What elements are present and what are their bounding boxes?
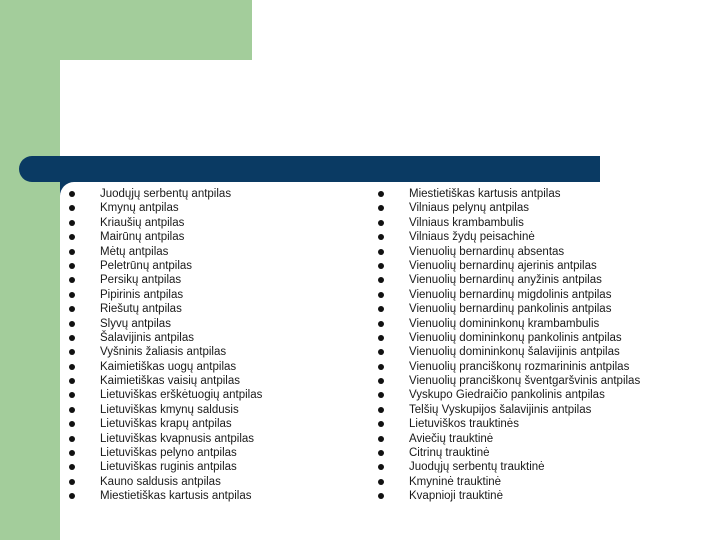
list-item-text: Kaimietiškas vaisių antpilas: [100, 375, 240, 388]
bullet-icon: [69, 392, 75, 398]
bullet-icon: [378, 306, 384, 312]
list-item-text: Vienuolių bernardinų absentas: [409, 245, 565, 258]
list-item-text: Kmynų antpilas: [100, 202, 179, 215]
list-item-text: Peletrūnų antpilas: [100, 259, 193, 272]
list-item-text: Lietuviškas kvapnusis antpilas: [100, 432, 255, 445]
list-item-text: Vienuolių pranciškonų šventgaršvinis antpilas: [409, 375, 641, 388]
list-item-text: Mėtų antpilas: [100, 245, 169, 258]
list-item-text: Miestietiškas kartusis antpilas: [409, 188, 561, 200]
decorative-green-strip: [0, 0, 60, 540]
bullet-icon: [378, 464, 384, 470]
bullet-icon: [378, 205, 384, 211]
bullet-icon: [69, 306, 75, 312]
bullet-icon: [378, 321, 384, 327]
bullet-icon: [378, 407, 384, 413]
bullet-icon: [69, 421, 75, 427]
list-item-text: Citrinų trauktinė: [409, 447, 490, 460]
list-item-text: Slyvų antpilas: [100, 317, 171, 330]
bullet-icon: [69, 464, 75, 470]
list-item-text: Vienuolių bernardinų anyžinis antpilas: [409, 274, 602, 287]
bullet-icon: [69, 349, 75, 355]
bullet-icon: [69, 249, 75, 255]
list-item-text: Lietuviškas krapų antpilas: [100, 418, 232, 431]
bullet-icon: [378, 292, 384, 298]
list-item-text: Mairūnų antpilas: [100, 231, 185, 244]
bullet-icon: [378, 421, 384, 427]
bullet-icon: [378, 450, 384, 456]
list-item-text: Juodųjų serbentų trauktinė: [409, 461, 545, 474]
list-item-text: Kriaušių antpilas: [100, 216, 185, 229]
bullet-icon: [69, 364, 75, 370]
list-item-text: Vienuolių bernardinų ajerinis antpilas: [409, 259, 597, 272]
bullet-icon: [69, 220, 75, 226]
bullet-icon: [378, 364, 384, 370]
list-item-text: Vilniaus pelynų antpilas: [409, 202, 529, 215]
list-item-text: Vienuolių domininkonų krambambulis: [409, 317, 600, 330]
bullet-icon: [378, 349, 384, 355]
bullet-icon: [69, 378, 75, 384]
list-item-text: Lietuviškas kmynų saldusis: [100, 403, 239, 416]
list-item-text: Šalavijinis antpilas: [100, 331, 194, 344]
title-band: [19, 156, 600, 182]
bullet-icon: [378, 249, 384, 255]
list-item-text: Vilniaus krambambulis: [409, 216, 524, 229]
bullet-icon: [69, 493, 75, 499]
bullet-icon: [378, 335, 384, 341]
list-item-text: Vienuolių domininkonų pankolinis antpilas: [409, 331, 622, 344]
list-item-text: Lietuviškos trauktinės: [409, 418, 519, 431]
bullet-icon: [69, 436, 75, 442]
bullet-icon: [69, 450, 75, 456]
list-item-text: Pipirinis antpilas: [100, 288, 184, 301]
bullet-icon: [69, 292, 75, 298]
bullet-icon: [378, 378, 384, 384]
list-item-text: Vilniaus žydų peisachinė: [409, 231, 535, 244]
bullet-icon: [69, 263, 75, 269]
list-item-text: Persikų antpilas: [100, 274, 182, 287]
bullet-icon: [69, 321, 75, 327]
bullet-icon: [378, 277, 384, 283]
list-item-text: Lietuviškas erškėtuogių antpilas: [100, 389, 263, 402]
bullet-icon: [378, 392, 384, 398]
list-item-text: Vyskupo Giedraičio pankolinis antpilas: [409, 389, 605, 402]
bullet-icon: [378, 234, 384, 240]
list-item-text: Kaimietiškas uogų antpilas: [100, 360, 237, 373]
list-item-text: Vyšninis žaliasis antpilas: [100, 346, 227, 359]
bullet-icon: [378, 220, 384, 226]
bullet-icon: [378, 191, 384, 197]
list-item-text: Lietuviškas pelyno antpilas: [100, 447, 237, 460]
list-item-text: Vienuolių bernardinų migdolinis antpilas: [409, 288, 612, 301]
bullet-icon: [69, 277, 75, 283]
bullet-icon: [69, 205, 75, 211]
list-item-text: Juodųjų serbentų antpilas: [100, 188, 232, 200]
bullet-icon: [378, 479, 384, 485]
bullet-icon: [69, 191, 75, 197]
list-item-text: Riešutų antpilas: [100, 303, 182, 316]
list-item-text: Kvapnioji trauktinė: [409, 490, 503, 503]
list-item-text: Telšių Vyskupijos šalavijinis antpilas: [409, 403, 592, 416]
bullet-icon: [69, 234, 75, 240]
bullet-icon: [69, 479, 75, 485]
list-item-text: Kauno saldusis antpilas: [100, 475, 221, 488]
list-item-text: Lietuviškas ruginis antpilas: [100, 461, 237, 474]
list-item-text: Kmyninė trauktinė: [409, 475, 502, 488]
bullet-icon: [69, 407, 75, 413]
list-item-text: Aviečių trauktinė: [409, 432, 494, 445]
bullet-icon: [69, 335, 75, 341]
list-item-text: Vienuolių domininkonų šalavijinis antpilas: [409, 346, 620, 359]
bullet-icon: [378, 263, 384, 269]
bullet-icon: [378, 493, 384, 499]
list-item-text: Miestietiškas kartusis antpilas: [100, 490, 252, 503]
bullet-icon: [378, 436, 384, 442]
list-item-text: Vienuolių bernardinų pankolinis antpilas: [409, 303, 612, 316]
list-item-text: Vienuolių pranciškonų rozmarininis antpilas: [409, 360, 630, 373]
